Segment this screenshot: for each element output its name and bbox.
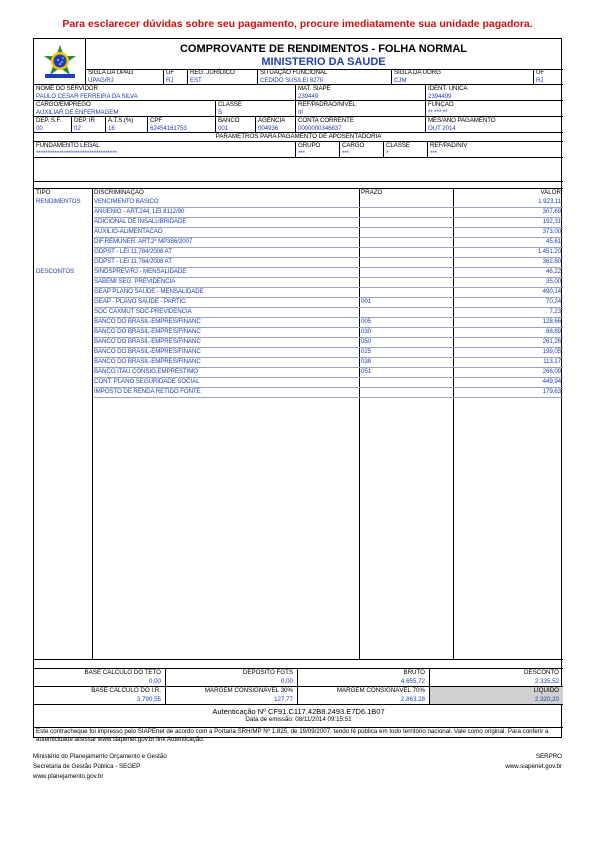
field-ref-pad-niv: REF/PAD/NIV ***	[428, 142, 563, 158]
field-cargo-emprego: CARGO/EMPREGO AUXILIAR DE ENFERMAGEM	[34, 101, 216, 117]
row-description: SOC CAXMUT SOC-PREVIDENCIA	[94, 308, 359, 318]
field-grupo: GRUPO ***	[296, 142, 340, 158]
row-term: 005	[359, 318, 453, 328]
field-cargo-aposentadoria: CARGO ***	[340, 142, 384, 158]
table-row	[34, 277, 563, 287]
summary-base-ir: BASE CÁLCULO DO I.R. 3.790,55	[34, 687, 166, 705]
row-value: 373,00	[453, 228, 563, 238]
table-header	[34, 188, 563, 197]
row-term: 030	[359, 328, 453, 338]
row-value: 1.451,20	[453, 248, 563, 258]
row-description: CONT. PLANO SEGURIDADE SOCIAL	[94, 378, 359, 388]
row-term	[359, 388, 453, 398]
auth-code: Autenticação Nº CF91.C117.42B8.2493.E7D6.1B07	[212, 707, 385, 716]
row-description: BANCO ITAU CONSIG.EMPRESTIMO	[94, 368, 359, 378]
row-description: BANCO DO BRASIL-EMPRES/FINANC	[94, 358, 359, 368]
col-tipo-header: TIPO	[36, 189, 51, 196]
summary-base-teto: BASE CÁLCULO DO TETO 0,00	[34, 669, 166, 687]
row-description: DIF.REMUNER. ART.2º MP386/2007	[94, 238, 359, 248]
row-value: 46,22	[453, 268, 563, 278]
row-value: 88,89	[453, 328, 563, 338]
row-term: 025	[359, 348, 453, 358]
table-row	[34, 207, 563, 217]
brazil-coat-of-arms-icon	[34, 39, 86, 85]
row-description: GDPST - LEI 11.784/2008 AT	[94, 248, 359, 258]
params-title: PARAMETROS PARA PAGAMENTO DE APOSENTADORIA	[34, 133, 563, 142]
row-value: 266,09	[453, 368, 563, 378]
row-value: 199,05	[453, 348, 563, 358]
table-row	[34, 297, 563, 307]
row-value: 113,17	[453, 358, 563, 368]
table-row	[34, 357, 563, 367]
row-term: 050	[359, 338, 453, 348]
table-row	[34, 347, 563, 357]
payment-notice: Para esclarecer dúvidas sobre seu pagamento, procure imediatamente sua unidade pagadora.	[62, 18, 533, 30]
row-description: ADICIONAL DE INSALUBRIDADE	[94, 218, 359, 228]
row-term: 051	[359, 368, 453, 378]
summary-block	[34, 668, 563, 704]
field-dep-ir: DEP. IR 02	[72, 117, 106, 133]
table-row	[34, 197, 563, 207]
ministry-name: MINISTERIO DA SAUDE	[261, 56, 386, 68]
emission-date: Data de emissão: 08/11/2014 09:15:51	[245, 716, 352, 723]
table-row	[34, 257, 563, 267]
table-row	[34, 327, 563, 337]
row-value: 449,94	[453, 378, 563, 388]
field-uf: UF RJ	[164, 69, 188, 85]
table-row	[34, 377, 563, 387]
table-row	[34, 367, 563, 377]
document-title: COMPROVANTE DE RENDIMENTOS - FOLHA NORMAL	[179, 43, 467, 55]
row-value: 307,69	[453, 208, 563, 218]
row-description: BANCO DO BRASIL-EMPRES/FINANC	[94, 338, 359, 348]
divider	[34, 659, 563, 660]
summary-liquido: LÍQUIDO 2.320,20	[430, 687, 563, 705]
table-row	[34, 387, 563, 397]
field-agencia: AGÊNCIA 004936	[256, 117, 296, 133]
field-uf-uorg: UF RJ	[534, 69, 563, 85]
row-description: BANCO DO BRASIL-EMPRES/FINANC	[94, 348, 359, 358]
row-value: 128,66	[453, 318, 563, 328]
table-row	[34, 217, 563, 227]
footer-secretaria: Secretaria de Gestão Pública - SEGEP	[33, 763, 141, 770]
divider	[34, 181, 563, 182]
field-situacao-funcional: SITUAÇÃO FUNCIONAL CEDIDO SUS/LEI 8270	[258, 69, 392, 85]
row-description: AUXILIO-ALIMENTACAO	[94, 228, 359, 238]
row-term: 001	[359, 298, 453, 308]
footer-serpro: SERPRO	[535, 753, 562, 760]
col-prazo-header: PRAZO	[361, 189, 383, 196]
row-description: GEAP PLANO SAUDE - MENSALIDADE	[94, 288, 359, 298]
auth-block	[34, 704, 563, 723]
row-type: DESCONTOS	[36, 268, 75, 275]
field-conta-corrente: CONTA CORRENTE 0000000346837	[296, 117, 426, 133]
row-value: 35,00	[453, 278, 563, 288]
field-banco: BANCO 001	[216, 117, 256, 133]
col-disc-header: DISCRIMINAÇÃO	[94, 189, 144, 196]
row-term: 038	[359, 358, 453, 368]
row-value: 362,80	[453, 258, 563, 268]
table-row	[34, 317, 563, 327]
field-dep-sf: DEP. S.F. 00	[34, 117, 72, 133]
row-value: 490,14	[453, 288, 563, 298]
summary-margem-30: MARGEM CONSIGNÁVEL 30% 127,77	[166, 687, 298, 705]
row-value: 70,24	[453, 298, 563, 308]
row-value: 45,61	[453, 238, 563, 248]
table-row	[34, 287, 563, 297]
row-description: SABEMI SEG. PREVIDENCIA	[94, 278, 359, 288]
row-description: GEAP - PLANO SAUDE - PARTIC.	[94, 298, 359, 308]
field-mes-ano-pagamento: MÊS/ANO PAGAMENTO OUT 2014	[426, 117, 563, 133]
row-type: RENDIMENTOS	[36, 198, 81, 205]
field-sigla-upag: SIGLA DA UPAG UPAG/RJ	[86, 69, 164, 85]
table-row	[34, 227, 563, 237]
summary-desconto: DESCONTO 2.335,52	[430, 669, 563, 687]
row-description: VENCIMENTO BASICO	[94, 198, 359, 208]
field-classe-aposentadoria: CLASSE *	[384, 142, 428, 158]
summary-margem-70: MARGEM CONSIGNÁVEL 70% 2.863,28	[298, 687, 430, 705]
footer-ministry: Ministério do Planejamento Orçamento e Gestão	[33, 753, 167, 760]
row-value: 7,23	[453, 308, 563, 318]
field-mat-siape: MAT. SIAPE 239449	[296, 85, 426, 101]
footer-link-siapenet[interactable]: www.siapenet.gov.br	[505, 763, 562, 770]
footer-link-planejamento[interactable]: www.planejamento.gov.br	[33, 773, 104, 780]
field-funcao: FUNÇÃO ** ***.**	[426, 101, 563, 117]
legal-notice: Este contracheque foi impresso pelo SIAPEnet de acordo com a Portaria SRH/MP Nº 1.825, de 19/09/2007, tendo fé pública em todo território nacional. Vale como original. Para conferir a autenticidade acessar www.siapenet.gov.br link Autenticação.	[36, 728, 549, 743]
table-row	[34, 237, 563, 247]
field-cpf: CPF 62454161753	[148, 117, 216, 133]
table-row	[34, 267, 563, 277]
field-ident-unica: IDENT. ÚNICA 2394499	[426, 85, 563, 101]
row-description: SINDSPREV/RJ - MENSALIDADE	[94, 268, 359, 278]
summary-deposito-fgts: DEPÓSITO FGTS 0,00	[166, 669, 298, 687]
row-description: IMPOSTO DE RENDA RETIDO FONTE	[94, 388, 359, 398]
row-description: BANCO DO BRASIL-EMPRES/FINANC	[94, 318, 359, 328]
row-value: 179,63	[453, 388, 563, 398]
table-row	[34, 307, 563, 317]
row-value: 261,26	[453, 338, 563, 348]
row-value: 192,31	[453, 218, 563, 228]
field-nome-servidor: NOME DO SERVIDOR PAULO CESAR FERREIRA DA SILVA	[34, 85, 296, 101]
summary-bruto: BRUTO 4.655,72	[298, 669, 430, 687]
pay-stub	[33, 38, 562, 743]
field-fundamento-legal: FUNDAMENTO LEGAL ***********************************	[34, 142, 296, 158]
row-value: 1.923,11	[453, 198, 563, 208]
table-row	[34, 337, 563, 347]
field-ats: A.T.S.(%) 16	[106, 117, 148, 133]
field-ref-padrao: REF/PADRÃO/NÍVEL III	[296, 101, 426, 117]
row-description: BANCO DO BRASIL-EMPRES/FINANC	[94, 328, 359, 338]
row-description: GDPST - LEI 11.784/2008 AT	[94, 258, 359, 268]
table-row	[34, 247, 563, 257]
field-classe: CLASSE S	[216, 101, 296, 117]
row-description: ANUENIO - ART.244, LEI 8112/90	[94, 208, 359, 218]
field-reg-juridico: REG. JURÍDICO EST	[188, 69, 258, 85]
field-sigla-uorg: SIGLA DA UORG CJM	[392, 69, 534, 85]
col-valor-header: VALOR	[540, 189, 561, 196]
